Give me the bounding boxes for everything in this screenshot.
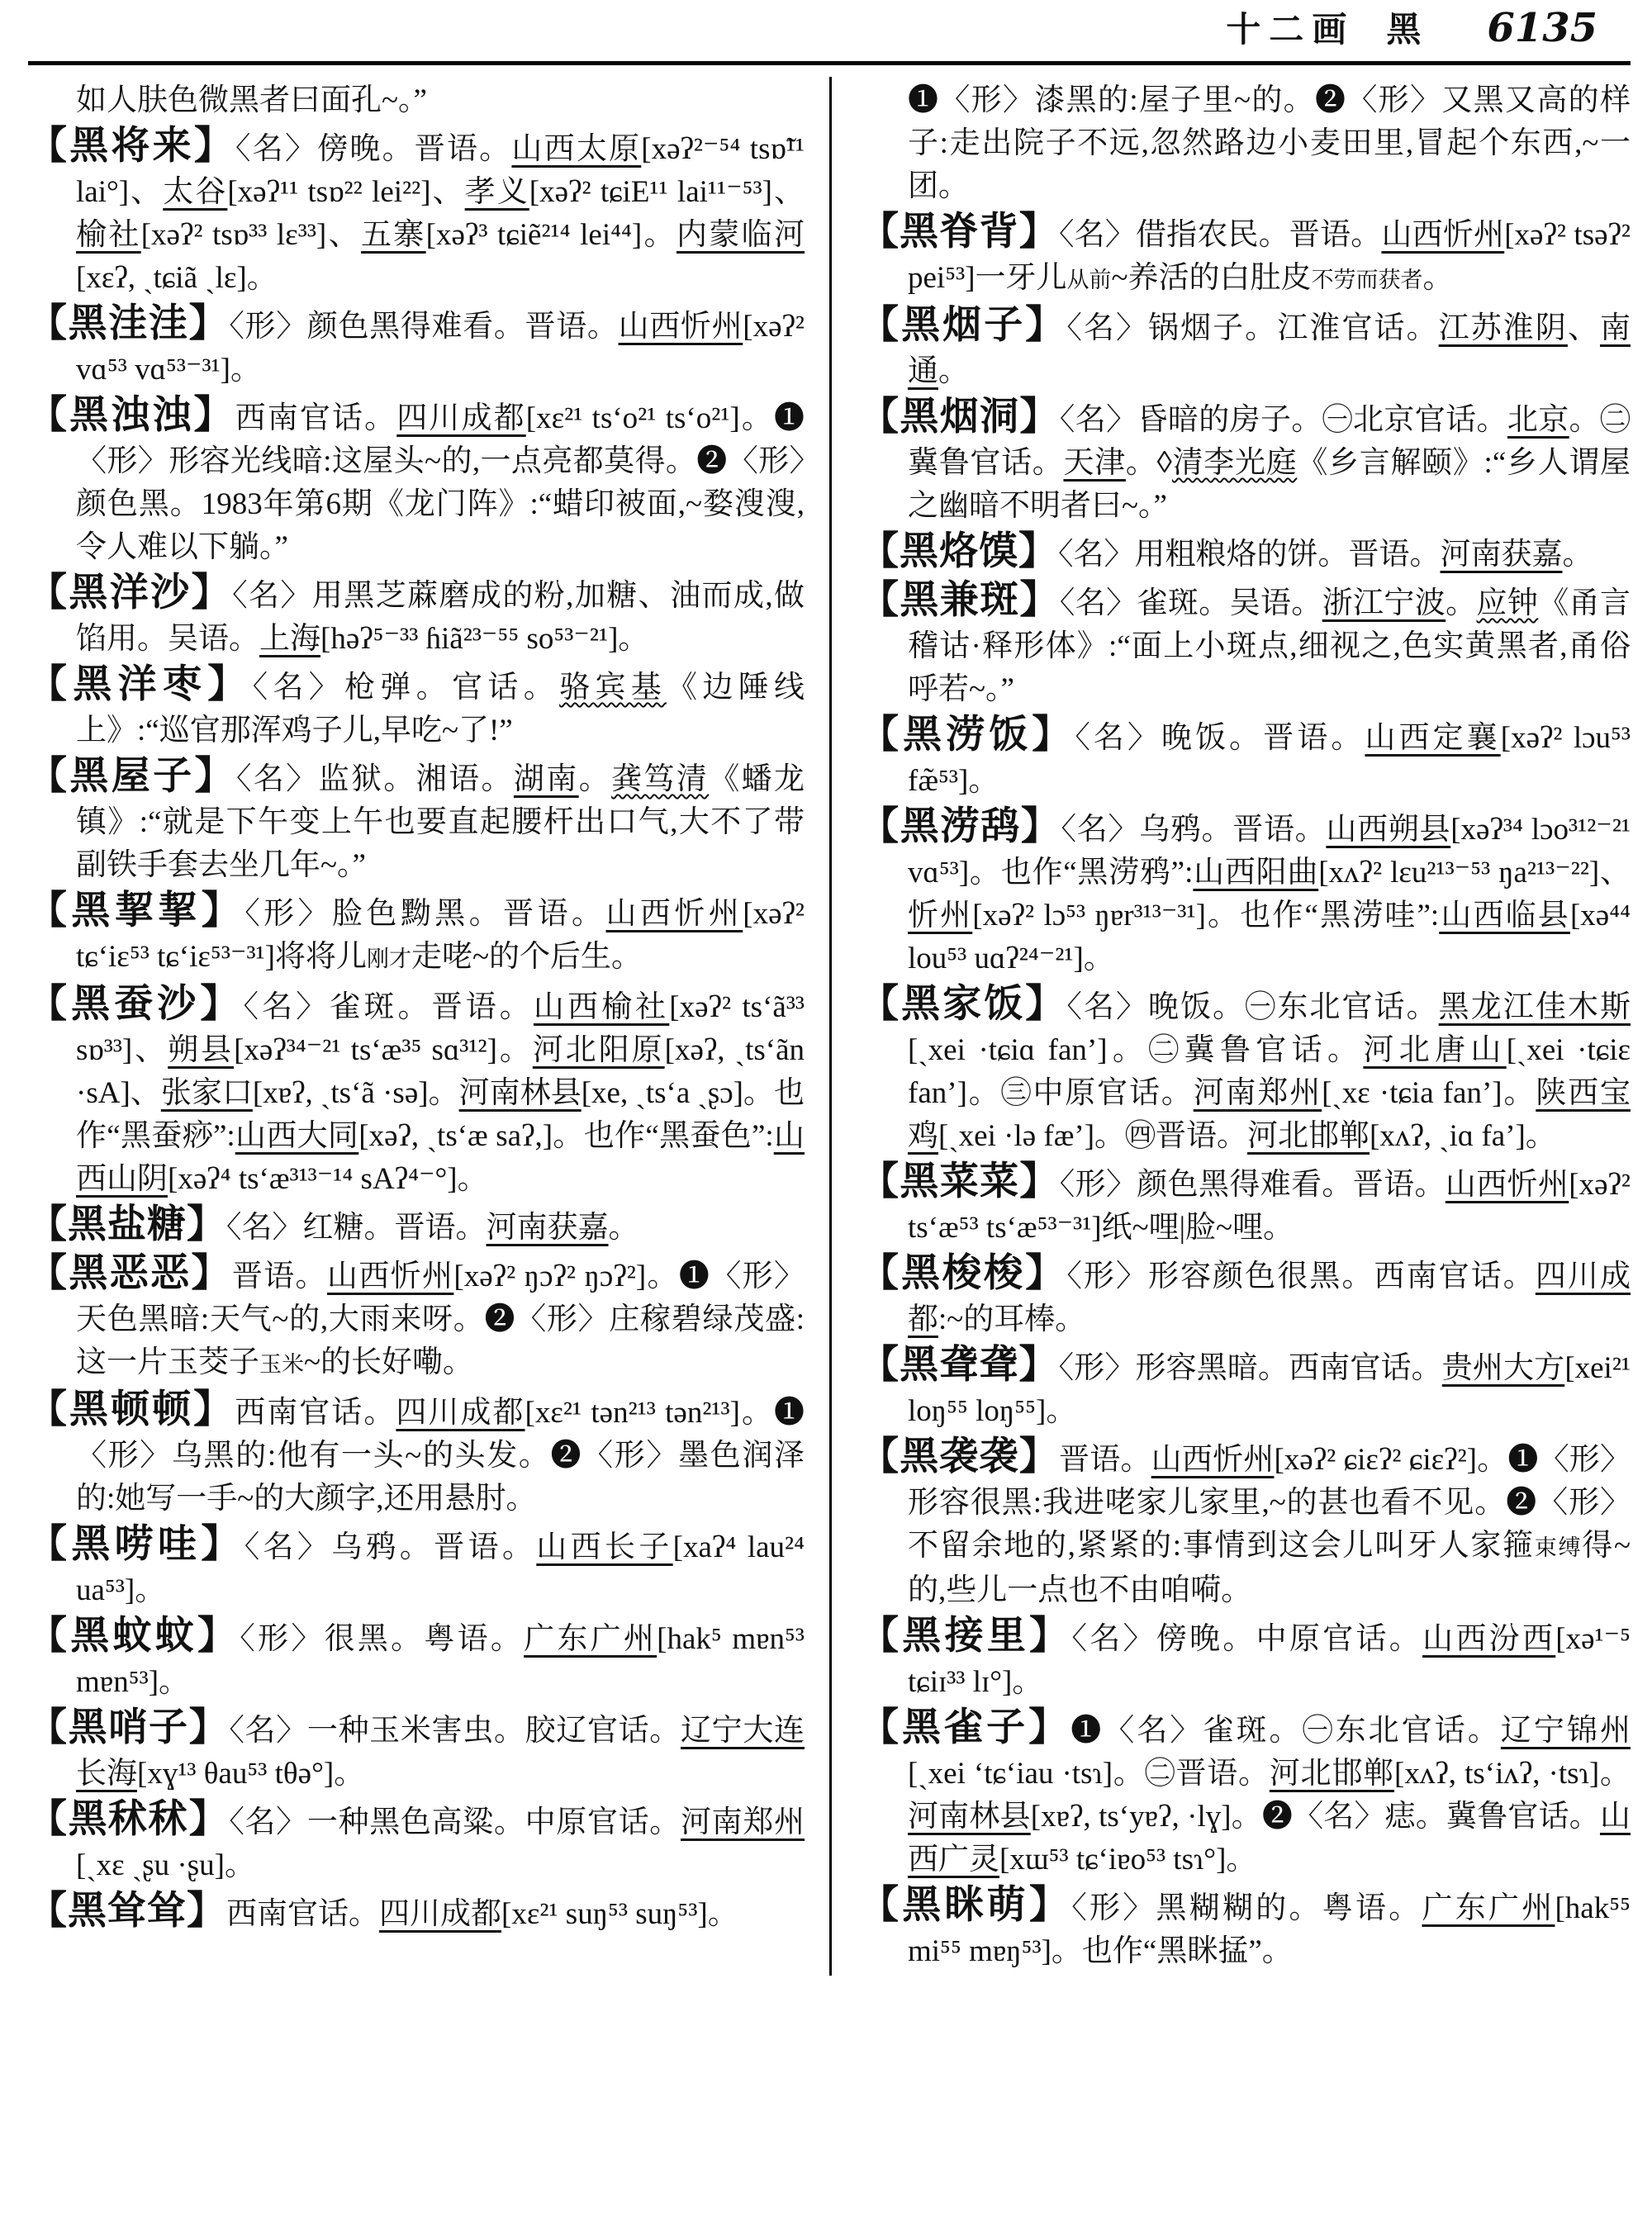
dictionary-entry	[860, 304, 1631, 393]
place-name: 湖南	[513, 762, 579, 796]
entry-text: [ˏxɛ ˏʂu ·ʂu]。	[76, 1848, 255, 1882]
entry-text: 〈形〉颜色黑得难看。晋语。	[229, 310, 619, 344]
place-name: 朔县	[168, 1033, 235, 1067]
dictionary-entry	[860, 714, 1631, 803]
entry-text: [xəʔ³⁴ lɔo³¹²⁻²¹ vɑ⁵³]。也作“黑涝鸦”:	[908, 813, 1631, 890]
entry-text: [xɛ²¹ tsʻo²¹ tsʻo²¹]。❶〈形〉形容光线暗:这屋头~的,一点亮都莫得。❷〈形〉颜色黑。1983年第6期《龙门阵》:“蜡印被面,~婺溲溲,令人难以下躺。”	[76, 401, 805, 564]
entry-headword: 【黑烟子】	[860, 304, 1067, 347]
entry-text: [xəʔ² tsʻæ⁵³ tsʻæ⁵³⁻³¹]纸~哩|脸~哩。	[908, 1168, 1631, 1245]
entry-text: [xəʔ²⁻⁵⁴ tsɒ̃¹¹ lai°]、	[76, 132, 805, 209]
person-name: 清李光庭	[1171, 446, 1298, 480]
entry-headword: 【黑唠哇】	[28, 1523, 244, 1566]
place-name: 太谷	[163, 175, 228, 209]
entry-text: 〈形〉形容黑暗。西南官话。	[1058, 1351, 1442, 1385]
entry-text: 《甬言稽诂·释形体》:“面上小斑点,细视之,色实黄黑者,甬俗呼若~。”	[908, 586, 1631, 706]
place-name: 辽宁锦州	[1500, 1714, 1631, 1748]
left-column	[28, 77, 829, 1976]
entry-text: [xəʔ² ɕiɛʔ² ɕiɛʔ²]。❶〈形〉形容很黑:我进咾家儿家里,~的甚也看不见。❷〈形〉不留余地的,紧紧的:事情到这会儿叫牙人家箍	[908, 1443, 1631, 1563]
entry-text: [xəʔ⁴ tsʻæ³¹³⁻¹⁴ sAʔ⁴⁻°]。	[168, 1162, 488, 1196]
entry-text: [həʔ⁵⁻³³ ɦiã²³⁻⁵⁵ so⁵³⁻²¹]。	[320, 622, 649, 656]
entry-text: 。㊁冀鲁官话。	[908, 403, 1631, 480]
entry-headword: 【黑屋子】	[28, 755, 236, 798]
place-name: 四川成都	[396, 401, 526, 435]
entry-headword: 【黑菜菜】	[860, 1160, 1060, 1203]
entry-text: [xɛ²¹ suŋ⁵³ suŋ⁵³]。	[501, 1897, 738, 1931]
dictionary-entry	[28, 125, 805, 300]
dictionary-entry	[860, 530, 1631, 576]
entry-headword: 【黑涝饭】	[860, 714, 1075, 757]
dictionary-entry	[860, 1435, 1631, 1612]
entry-headword: 【黑哨子】	[28, 1706, 230, 1749]
entry-headword: 【黑洋沙】	[28, 572, 233, 614]
entry-text: [xɯ⁵³ tɕʻiɐo⁵³ tsɿ°]。	[999, 1843, 1257, 1877]
dictionary-entry	[28, 302, 805, 391]
dictionary-entry	[860, 1344, 1631, 1433]
place-name: 河南获嘉	[486, 1211, 609, 1245]
entry-text: 。◊	[1125, 446, 1172, 480]
entry-text: ~的长好嘞。	[304, 1345, 474, 1379]
entry-text: 〈名〉傍晚。晋语。	[235, 132, 512, 166]
place-name: 山西忻州	[1381, 218, 1505, 252]
entry-headword: 【黑挈挈】	[28, 890, 245, 932]
place-name: 四川成都	[908, 1260, 1631, 1336]
entry-text: 西南官话。	[235, 1396, 396, 1430]
entry-text: [xɣ¹³ θau⁵³ tθə°]。	[137, 1757, 365, 1791]
entry-headword: 【黑袭袭】	[860, 1435, 1060, 1478]
gloss-note: 不劳而获者	[1311, 268, 1423, 292]
entry-text: [xɛʔ, ˏtɕiã ˏlɛ]。	[76, 261, 278, 295]
entry-text: [hak⁵ mɐn⁵³ mɐn⁵³]。	[76, 1622, 805, 1699]
entry-text: 〈形〉黑糊糊的。粤语。	[1071, 1891, 1422, 1925]
page-number: 6135	[1487, 5, 1597, 51]
entry-text: 〈形〉脸色黝黑。晋语。	[244, 897, 606, 931]
dictionary-entry	[28, 572, 805, 661]
place-name: 山西忻州	[618, 310, 743, 344]
entry-headword: 【黑烟洞】	[860, 396, 1060, 439]
place-name: 河南林县	[458, 1076, 582, 1110]
entry-text: 〈名〉红糖。晋语。	[226, 1211, 487, 1245]
place-name: 内蒙临河	[676, 218, 805, 252]
entry-text: [xəʔ² tsəʔ² pei⁵³]一牙儿	[908, 218, 1631, 295]
entry-text: [xəʔ² tsʻã³³ sɒ³³]、	[76, 990, 805, 1067]
dictionary-entry	[28, 1615, 805, 1704]
place-name: 山西太原	[511, 132, 642, 166]
place-name: 黑龙江佳木斯	[1438, 990, 1631, 1024]
entry-headword: 【黑浊浊】	[28, 394, 235, 437]
entry-text: [ˏxei ·lə fæʼ]。㊃晋语。	[938, 1119, 1248, 1153]
dictionary-entry	[28, 983, 805, 1201]
place-name: 河南郑州	[1193, 1076, 1322, 1110]
place-name: 榆社	[76, 218, 141, 252]
entry-text: [ˏxɛ ·tɕia fanʼ]。	[1322, 1076, 1536, 1110]
entry-text: 〈名〉乌鸦。晋语。	[244, 1530, 537, 1564]
entry-headword: 【黑烙馍】	[860, 530, 1058, 573]
entry-text: 晋语。	[1059, 1443, 1151, 1477]
dictionary-entry	[28, 1798, 805, 1887]
entry-headword: 【黑接里】	[860, 1615, 1072, 1658]
entry-text: 。	[578, 762, 612, 796]
entry-headword: 【黑洼洼】	[28, 302, 230, 345]
entry-text: [xaʔ⁴ lau²⁴ ua⁵³]。	[76, 1530, 805, 1607]
entry-text: 晋语。	[231, 1260, 327, 1293]
entry-text: [xəʔ² lɔ⁵³ ŋɐr³¹³⁻³¹]。也作“黑涝哇”:	[972, 899, 1440, 932]
gloss-note: 刚才	[366, 947, 411, 971]
place-name: 山西汾西	[1422, 1622, 1556, 1656]
dictionary-entry	[860, 1252, 1631, 1341]
place-name: 山西忻州	[1151, 1443, 1275, 1477]
place-name: 河北邯郸	[1247, 1119, 1370, 1153]
entry-text: [xəʔ² tsɒ³³ lɛ³³]、	[140, 218, 361, 252]
entry-text: [ˏxei ·tɕiɛ fanʼ]。㊂中原官话。	[908, 1033, 1631, 1110]
entry-text: [xʌʔ² lɛu²¹³⁻⁵³ ŋa²¹³⁻²²]、	[1318, 856, 1631, 890]
entry-headword: 【黑蚊蚊】	[28, 1615, 240, 1658]
place-name: 河南林县	[908, 1800, 1031, 1834]
entry-text: 〈名〉雀斑。吴语。	[1059, 586, 1322, 620]
person-name: 龚笃清	[611, 762, 710, 796]
entry-text: [xʌʔ, tsʻiʌʔ, ·tsɿ]。	[1394, 1757, 1631, 1791]
entry-text: 。	[608, 1211, 639, 1245]
entry-text: 〈名〉用粗粮烙的饼。晋语。	[1058, 538, 1441, 572]
place-name: 山西朔县	[1326, 813, 1451, 847]
entry-text: [xɐʔ, ˏtsʻã ·sə]。	[252, 1076, 459, 1110]
dictionary-entry	[860, 396, 1631, 528]
entry-continuation	[860, 79, 1631, 208]
place-name: 河北邯郸	[1269, 1757, 1395, 1791]
entry-text: [xə¹⁻⁵ tɕiɪ³³ lɪ°]。	[908, 1622, 1631, 1699]
entry-text: 〈名〉监狱。湘语。	[235, 762, 514, 796]
place-name: 上海	[259, 622, 320, 656]
entry-text: 〈名〉一种玉米害虫。胶辽官话。	[229, 1714, 681, 1748]
place-name: 山西长子	[536, 1530, 673, 1564]
entry-text: 〈形〉颜色黑得难看。晋语。	[1059, 1168, 1446, 1202]
dictionary-entry	[28, 1523, 805, 1612]
entry-text: [xəʔ² tɕʻiɛ⁵³ tɕʻiɛ⁵³⁻³¹]将将儿	[76, 897, 805, 974]
person-name: 骆宾基	[559, 671, 667, 705]
place-name: 张家口	[160, 1076, 253, 1110]
dictionary-entry	[860, 211, 1631, 301]
entry-text: [xəʔ¹¹ tsɒ²² lei²²]、	[227, 175, 465, 209]
entry-text: 。	[1422, 261, 1454, 295]
entry-text: 〈名〉锅烟子。江淮官话。	[1066, 311, 1439, 345]
place-name: 孝义	[464, 175, 529, 209]
entry-headword: 【黑雀子】	[860, 1706, 1071, 1749]
entry-text: [xəʔ³ tɕiẽ²¹⁴ lei⁴⁴]。	[425, 218, 676, 252]
entry-headword: 【黑蚕沙】	[28, 983, 244, 1026]
place-name: 河北唐山	[1363, 1033, 1507, 1067]
entry-text: 〈名〉用黑芝蔴磨成的粉,加糖、油而成,做馅用。吴语。	[76, 579, 805, 656]
entry-text: ❶〈名〉雀斑。㊀东北官话。	[1070, 1714, 1501, 1748]
place-name: 广东广州	[1422, 1891, 1555, 1925]
stroke-section-label: 十二画	[1226, 12, 1355, 50]
place-name: 天津	[1063, 446, 1126, 480]
entry-text: [xəʔ³⁴⁻²¹ tsʻæ³⁵ sɑ³¹²]。	[234, 1033, 533, 1067]
entry-text: [xəʔ² lɔu⁵³ fæ̃⁵³]。	[908, 721, 1631, 798]
dictionary-entry	[28, 755, 805, 887]
place-name: 山西阳曲	[1193, 856, 1319, 890]
entry-text: [xəʔ, ˏtsʻæ saʔ,]。也作“黑蚕色”:	[358, 1119, 774, 1153]
place-name: 南通	[908, 311, 1631, 388]
place-name: 北京	[1507, 403, 1569, 437]
place-name: 山西忻州	[1445, 1168, 1569, 1202]
entry-text: 〈名〉晚饭。晋语。	[1075, 721, 1365, 755]
entry-headword: 【黑兼斑】	[860, 579, 1060, 622]
entry-text: [ˏxei ·tɕiɑ fanʼ]。㊁冀鲁官话。	[908, 1033, 1364, 1067]
entry-text: :~的耳棒。	[938, 1302, 1086, 1336]
dictionary-entry	[28, 890, 805, 980]
entry-headword: 【黑脊背】	[860, 211, 1059, 254]
entry-text: 西南官话。	[226, 1897, 379, 1931]
dictionary-entry	[28, 394, 805, 569]
entry-text: ~养活的白肚皮	[1111, 261, 1312, 295]
entry-continuation	[28, 79, 805, 122]
place-name: 山西山阴	[76, 1119, 805, 1196]
person-name: 应钟	[1476, 586, 1539, 620]
entry-text: [xei²¹ loŋ⁵⁵ loŋ⁵⁵]。	[908, 1351, 1631, 1428]
place-name: 四川成都	[396, 1396, 525, 1430]
place-name: 河南获嘉	[1440, 538, 1563, 572]
entry-text: 〈形〉很黑。粤语。	[240, 1622, 525, 1656]
entry-headword: 【黑梭梭】	[860, 1252, 1067, 1295]
entry-headword: 【黑耸耸】	[28, 1890, 226, 1933]
entry-text: [xəʔ, ˏtsʻãn ·sA]、	[76, 1033, 805, 1110]
entry-text: [xəʔ² tɕiE¹¹ lai¹¹⁻⁵³]、	[529, 175, 805, 209]
entry-text: 。	[1562, 538, 1593, 572]
two-column-body	[28, 77, 1631, 1976]
entry-text: [xʌʔ, ˏiɑ faʼ]。	[1370, 1119, 1556, 1153]
entry-headword: 【黑家饭】	[860, 983, 1067, 1026]
place-name: 江苏淮阴	[1438, 311, 1568, 345]
entry-text: [xɛ²¹ tən²¹³ tən²¹³]。❶〈形〉乌黑的:他有一头~的头发。❷〈形〉墨色润泽的:她写一手~的大颜字,还用悬肘。	[76, 1396, 805, 1516]
dictionary-entry	[28, 1890, 805, 1936]
entry-text: 得~的,些儿一点也不由咱嗬。	[908, 1529, 1631, 1607]
gloss-note: 玉米	[259, 1352, 304, 1377]
dictionary-entry	[860, 1884, 1631, 1973]
entry-text: [xəʔ² ŋɔʔ² ŋɔʔ²]。❶〈形〉天色黑暗:天气~的,大雨来呀。❷〈形〉庄稼碧绿茂盛:这一片玉茭子	[76, 1260, 805, 1379]
radical-character-label: 黑	[1386, 12, 1422, 50]
entry-text: 〈名〉借指农民。晋语。	[1058, 218, 1382, 252]
entry-text: 《乡言解颐》:“乡人谓屋之幽暗不明者曰~。”	[908, 446, 1631, 523]
place-name: 辽宁大连长海	[76, 1714, 805, 1791]
entry-headword: 【黑顿顿】	[28, 1388, 235, 1431]
dictionary-entry	[860, 1160, 1631, 1250]
dictionary-entry	[28, 1252, 805, 1386]
right-column	[829, 77, 1631, 1976]
entry-text: 。	[938, 354, 969, 388]
header-rule	[28, 61, 1631, 65]
dictionary-entry	[860, 983, 1631, 1158]
entry-headword: 【黑将来】	[28, 125, 236, 168]
entry-text: 〈名〉枪弹。官话。	[252, 671, 560, 705]
dictionary-entry	[28, 1706, 805, 1796]
dictionary-entry	[860, 1706, 1631, 1881]
entry-text: [xəʔ² vɑ⁵³ vɑ⁵³⁻³¹]。	[76, 310, 805, 387]
place-name: 陕西宝鸡	[908, 1076, 1631, 1153]
entry-text: 〈名〉乌鸦。晋语。	[1061, 813, 1327, 847]
entry-text: 〈名〉晚饭。㊀东北官话。	[1066, 990, 1439, 1024]
entry-text: 〈形〉形容颜色很黑。西南官话。	[1066, 1260, 1536, 1293]
page-header	[28, 7, 1631, 61]
dictionary-entry	[860, 579, 1631, 711]
entry-text: 《边陲线上》:“巡官那浑鸡子儿,早吃~了!”	[76, 671, 805, 747]
place-name: 山西大同	[235, 1119, 359, 1153]
dictionary-entry	[28, 663, 805, 752]
place-name: 山西临县	[1439, 899, 1570, 932]
entry-text: ❶〈形〉漆黑的:屋子里~的。❷〈形〉又黑又高的样子:走出院子不远,忽然路边小麦田里,冒起个东西,~一团。	[908, 83, 1631, 203]
place-name: 山西定襄	[1365, 721, 1501, 755]
entry-text: 如人肤色微黑者曰面孔~。”	[76, 83, 427, 117]
entry-text: [xə⁴⁴ lou⁵³ uɑʔ²⁴⁻²¹]。	[908, 899, 1631, 975]
place-name: 四川成都	[379, 1897, 501, 1931]
entry-text: [hak⁵⁵ mi⁵⁵ mɐŋ⁵³]。也作“黑眯掹”。	[908, 1891, 1631, 1968]
place-name: 忻州	[908, 899, 973, 932]
entry-headword: 【黑恶恶】	[28, 1252, 232, 1295]
place-name: 河南郑州	[680, 1805, 805, 1839]
entry-text: [ˏxei ʻtɕʻiau ·tsɿ]。㊁晋语。	[908, 1757, 1270, 1791]
entry-text: 〈名〉一种黑色高粱。中原官话。	[229, 1805, 681, 1839]
dictionary-entry	[860, 805, 1631, 980]
entry-text: [xɐʔ, tsʻyɐʔ, ·lɣ]。❷〈名〉痣。冀鲁官话。	[1030, 1800, 1600, 1834]
gloss-note: 束缚	[1534, 1535, 1583, 1560]
entry-headword: 【黑秫秫】	[28, 1798, 230, 1841]
entry-text: 《蟠龙镇》:“就是下午变上午也要直起腰杆出口气,大不了带副铁手套去坐几年~。”	[76, 762, 805, 882]
entry-text: 〈名〉雀斑。晋语。	[243, 990, 534, 1024]
dictionary-entry	[28, 1203, 805, 1250]
place-name: 贵州大方	[1441, 1351, 1565, 1385]
place-name: 五寨	[360, 218, 426, 252]
entry-text: [xe, ˏtsʻa ˏʂɔ]。也作“黑蚕痧”:	[76, 1076, 805, 1153]
place-name: 山西忻州	[605, 897, 743, 931]
place-name: 河北阳原	[532, 1033, 665, 1067]
entry-text: 〈名〉昏暗的房子。㊀北京官话。	[1059, 403, 1507, 437]
entry-headword: 【黑盐糖】	[28, 1203, 226, 1246]
entry-headword: 【黑聋聋】	[860, 1344, 1059, 1387]
gloss-note: 从前	[1066, 268, 1112, 292]
entry-text: 〈名〉傍晚。中原官话。	[1071, 1622, 1423, 1656]
entry-headword: 【黑洋枣】	[28, 663, 253, 706]
entry-text: 走咾~的个后生。	[411, 940, 642, 974]
place-name: 山西榆社	[533, 990, 670, 1024]
entry-headword: 【黑眯萌】	[860, 1884, 1072, 1927]
dictionary-entry	[860, 1615, 1631, 1704]
place-name: 广东广州	[524, 1622, 657, 1656]
entry-text: 、	[1567, 311, 1601, 345]
place-name: 山西忻州	[326, 1260, 454, 1293]
entry-text: 。	[1446, 586, 1477, 620]
place-name: 山西广灵	[908, 1800, 1631, 1877]
entry-text: 西南官话。	[235, 401, 397, 435]
place-name: 浙江宁波	[1322, 586, 1446, 620]
dictionary-entry	[28, 1388, 805, 1521]
entry-headword: 【黑涝鸹】	[860, 805, 1061, 848]
